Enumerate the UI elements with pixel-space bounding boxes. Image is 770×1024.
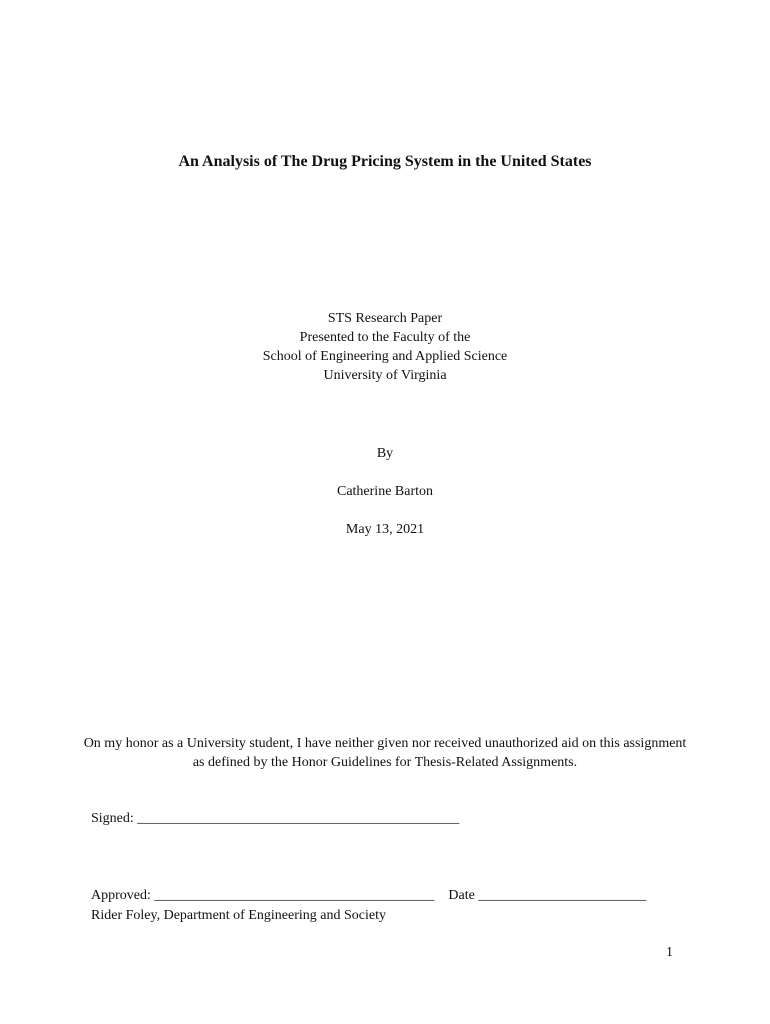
- page-number: 1: [666, 945, 673, 960]
- signed-line: Signed: ______________________________________________: [91, 811, 460, 826]
- subtitle-line-4: University of Virginia: [323, 368, 447, 383]
- subtitle-line-1: STS Research Paper: [327, 311, 443, 326]
- subtitle-line-2: Presented to the Faculty of the: [299, 330, 471, 345]
- approval-row: [91, 886, 646, 905]
- paper-date: May 13, 2021: [345, 522, 425, 537]
- approved-line: Approved: ________________________________________: [91, 888, 435, 903]
- by-label: By: [376, 446, 394, 461]
- honor-pledge: On my honor as a University student, I have neither given nor received unauthorized aid on this assignment as defined by the Honor Guidelines for Thesis-Related Assignments.: [83, 736, 687, 770]
- subtitle-block: [0, 309, 770, 385]
- subtitle-line-3: School of Engineering and Applied Science: [262, 349, 508, 364]
- paper-title: An Analysis of The Drug Pricing System in the United States: [178, 153, 592, 170]
- advisor-name: Rider Foley, Department of Engineering and Society: [91, 908, 386, 923]
- approval-date-line: Date ________________________: [448, 888, 647, 903]
- author-name: Catherine Barton: [336, 484, 434, 499]
